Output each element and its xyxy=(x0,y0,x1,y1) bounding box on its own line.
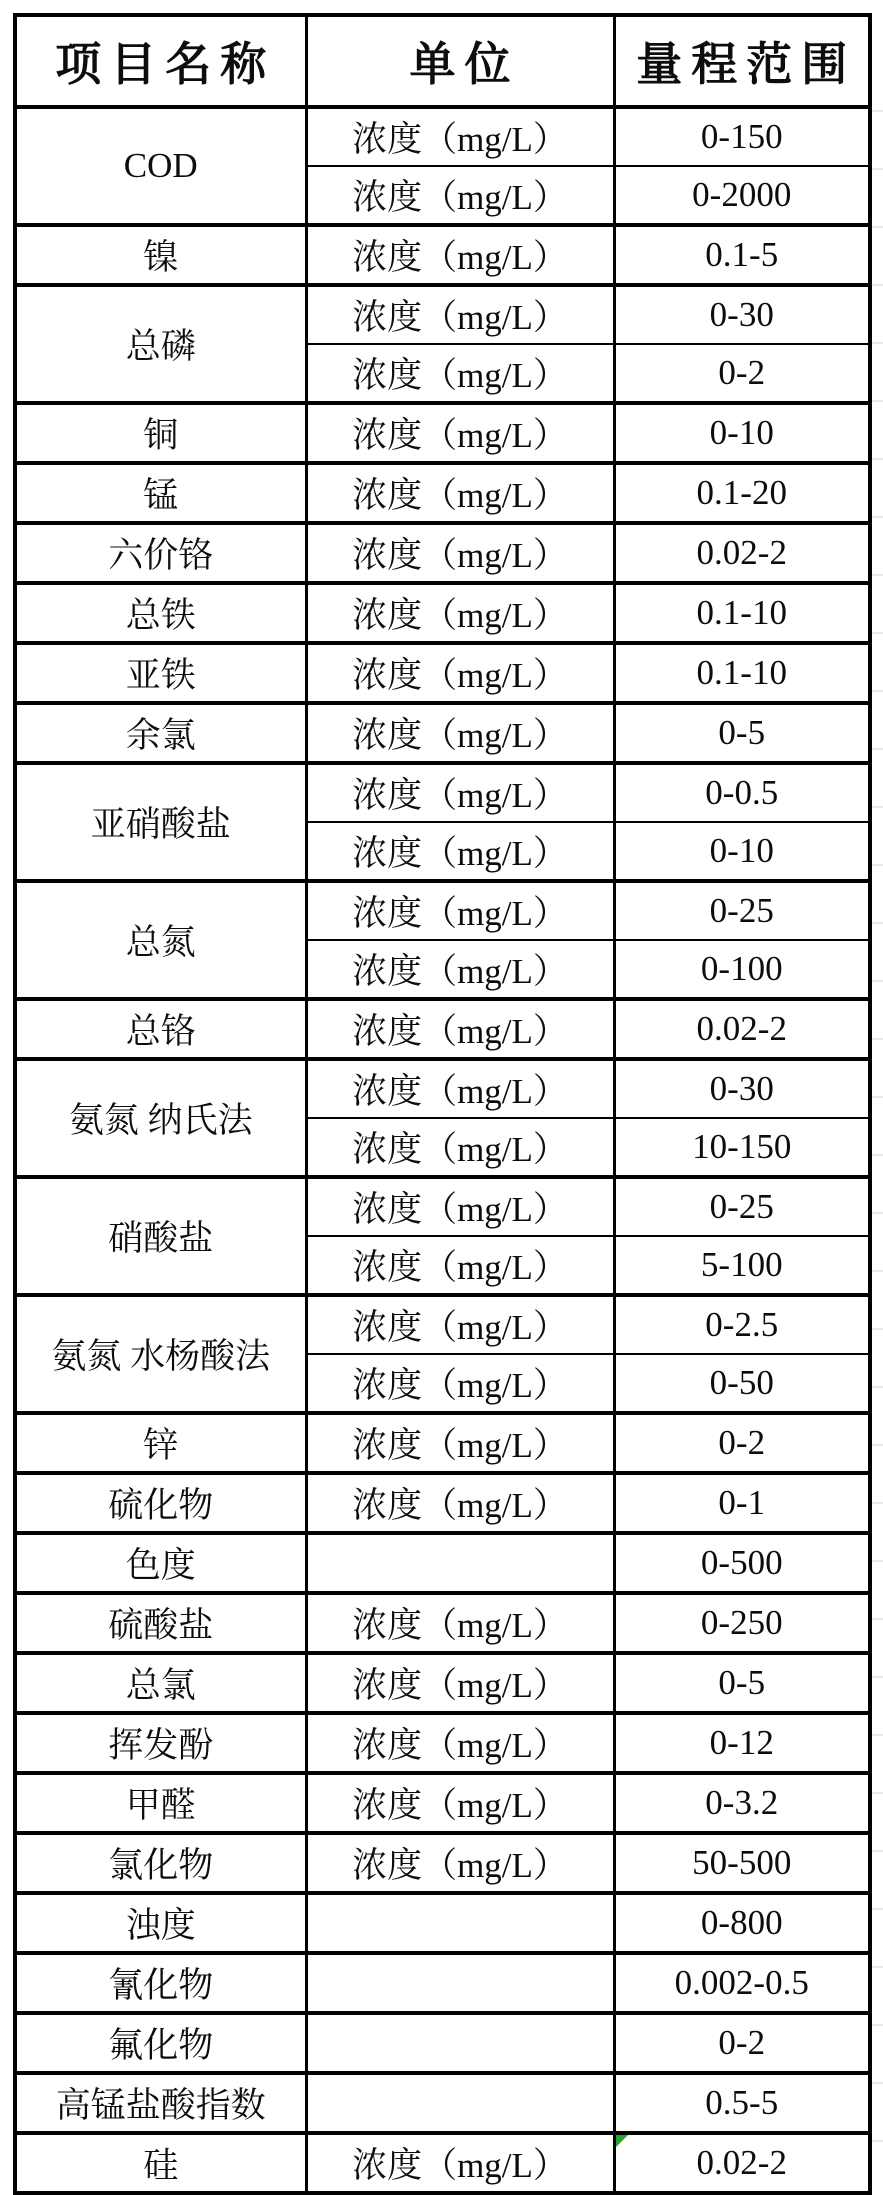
table-row xyxy=(15,2133,870,2193)
unit-cell[interactable]: 浓度（mg/L） xyxy=(306,225,614,285)
unit-cell[interactable]: 浓度（mg/L） xyxy=(306,1713,614,1773)
unit-cell[interactable]: 浓度（mg/L） xyxy=(306,403,614,463)
table-row xyxy=(15,463,870,523)
unit-cell[interactable]: 浓度（mg/L） xyxy=(306,1177,614,1236)
unit-cell[interactable]: 浓度（mg/L） xyxy=(306,583,614,643)
item-name-cell[interactable]: 氨氮 水杨酸法 xyxy=(15,1295,306,1413)
item-name-cell[interactable]: 硝酸盐 xyxy=(15,1177,306,1295)
parameters-table xyxy=(13,13,872,2195)
range-cell[interactable]: 50-500 xyxy=(614,1833,870,1893)
item-name-cell[interactable]: 氨氮 纳氏法 xyxy=(15,1059,306,1177)
range-cell[interactable]: 0-30 xyxy=(614,285,870,344)
item-name-cell[interactable]: 氟化物 xyxy=(15,2013,306,2073)
table-row xyxy=(15,1773,870,1833)
item-name-cell[interactable]: 甲醛 xyxy=(15,1773,306,1833)
item-name-cell[interactable]: 余氯 xyxy=(15,703,306,763)
range-cell[interactable]: 0-12 xyxy=(614,1713,870,1773)
table-body xyxy=(15,107,870,2193)
unit-cell[interactable]: 浓度（mg/L） xyxy=(306,1653,614,1713)
unit-cell[interactable]: 浓度（mg/L） xyxy=(306,344,614,403)
range-cell[interactable]: 0.5-5 xyxy=(614,2073,870,2133)
item-name-cell[interactable]: 高锰盐酸指数 xyxy=(15,2073,306,2133)
item-name-cell[interactable]: 浊度 xyxy=(15,1893,306,1953)
unit-cell[interactable]: 浓度（mg/L） xyxy=(306,1773,614,1833)
item-name-cell[interactable]: 六价铬 xyxy=(15,523,306,583)
range-cell[interactable]: 0.02-2 xyxy=(614,523,870,583)
item-name-cell[interactable]: COD xyxy=(15,107,306,225)
range-cell[interactable]: 0-800 xyxy=(614,1893,870,1953)
item-name-cell[interactable]: 锰 xyxy=(15,463,306,523)
range-cell[interactable]: 0-30 xyxy=(614,1059,870,1118)
range-cell[interactable]: 0.002-0.5 xyxy=(614,1953,870,2013)
header-cell-unit[interactable]: 单位 xyxy=(306,15,614,107)
header-cell-range[interactable]: 量程范围 xyxy=(614,15,870,107)
unit-cell[interactable]: 浓度（mg/L） xyxy=(306,523,614,583)
range-cell[interactable]: 0.02-2 xyxy=(614,999,870,1059)
range-cell[interactable]: 0-25 xyxy=(614,881,870,940)
unit-cell[interactable]: 浓度（mg/L） xyxy=(306,1833,614,1893)
table-row xyxy=(15,523,870,583)
unit-cell[interactable]: 浓度（mg/L） xyxy=(306,643,614,703)
range-cell[interactable]: 0-10 xyxy=(614,822,870,881)
unit-cell[interactable]: 浓度（mg/L） xyxy=(306,166,614,225)
unit-cell[interactable]: 浓度（mg/L） xyxy=(306,940,614,999)
item-name-cell[interactable]: 硫化物 xyxy=(15,1473,306,1533)
range-cell[interactable]: 0-25 xyxy=(614,1177,870,1236)
unit-cell[interactable]: 浓度（mg/L） xyxy=(306,1059,614,1118)
range-cell[interactable]: 0-2 xyxy=(614,1413,870,1473)
unit-cell[interactable]: 浓度（mg/L） xyxy=(306,1473,614,1533)
range-cell[interactable]: 0.1-10 xyxy=(614,643,870,703)
unit-cell[interactable]: 浓度（mg/L） xyxy=(306,1118,614,1177)
item-name-cell[interactable]: 总磷 xyxy=(15,285,306,403)
range-cell[interactable]: 0-0.5 xyxy=(614,763,870,822)
header-row xyxy=(15,15,870,107)
unit-cell[interactable]: 浓度（mg/L） xyxy=(306,1413,614,1473)
unit-cell[interactable]: 浓度（mg/L） xyxy=(306,881,614,940)
unit-cell[interactable] xyxy=(306,1533,614,1593)
table-row xyxy=(15,2013,870,2073)
range-cell[interactable]: 10-150 xyxy=(614,1118,870,1177)
range-cell[interactable]: 0-1 xyxy=(614,1473,870,1533)
cell-error-marker-icon xyxy=(616,2135,628,2147)
table-row xyxy=(15,1893,870,1953)
item-name-cell[interactable]: 镍 xyxy=(15,225,306,285)
spreadsheet-gridlines xyxy=(872,110,883,2142)
range-cell[interactable]: 0-2 xyxy=(614,2013,870,2073)
range-cell[interactable]: 0-2.5 xyxy=(614,1295,870,1354)
table-row xyxy=(15,643,870,703)
item-name-cell[interactable]: 亚铁 xyxy=(15,643,306,703)
unit-cell[interactable]: 浓度（mg/L） xyxy=(306,999,614,1059)
table-row xyxy=(15,583,870,643)
table-row xyxy=(15,403,870,463)
table-row xyxy=(15,1653,870,1713)
range-cell[interactable]: 0.1-10 xyxy=(614,583,870,643)
range-cell[interactable]: 5-100 xyxy=(614,1236,870,1295)
table-row xyxy=(15,107,870,166)
unit-cell[interactable]: 浓度（mg/L） xyxy=(306,2133,614,2193)
table-row xyxy=(15,2073,870,2133)
unit-cell[interactable]: 浓度（mg/L） xyxy=(306,107,614,166)
unit-cell[interactable]: 浓度（mg/L） xyxy=(306,1236,614,1295)
item-name-cell[interactable]: 色度 xyxy=(15,1533,306,1593)
table-row xyxy=(15,225,870,285)
unit-cell[interactable] xyxy=(306,2013,614,2073)
range-cell[interactable]: 0-150 xyxy=(614,107,870,166)
unit-cell[interactable]: 浓度（mg/L） xyxy=(306,1295,614,1354)
unit-cell[interactable] xyxy=(306,2073,614,2133)
unit-cell[interactable]: 浓度（mg/L） xyxy=(306,703,614,763)
unit-cell[interactable]: 浓度（mg/L） xyxy=(306,822,614,881)
table-row xyxy=(15,1295,870,1354)
unit-cell[interactable]: 浓度（mg/L） xyxy=(306,763,614,822)
table-row xyxy=(15,703,870,763)
range-cell[interactable]: 0.1-20 xyxy=(614,463,870,523)
item-name-cell[interactable]: 挥发酚 xyxy=(15,1713,306,1773)
table-row xyxy=(15,763,870,822)
range-cell[interactable]: 0-50 xyxy=(614,1354,870,1413)
range-cell[interactable]: 0-2 xyxy=(614,344,870,403)
item-name-cell[interactable]: 氯化物 xyxy=(15,1833,306,1893)
table-row xyxy=(15,1413,870,1473)
table-row xyxy=(15,999,870,1059)
range-cell[interactable]: 0.1-5 xyxy=(614,225,870,285)
unit-cell[interactable]: 浓度（mg/L） xyxy=(306,1593,614,1653)
range-cell[interactable]: 0-2000 xyxy=(614,166,870,225)
unit-cell[interactable] xyxy=(306,1893,614,1953)
item-name-cell[interactable]: 总氮 xyxy=(15,881,306,999)
item-name-cell[interactable]: 锌 xyxy=(15,1413,306,1473)
unit-cell[interactable]: 浓度（mg/L） xyxy=(306,285,614,344)
table-row xyxy=(15,1533,870,1593)
range-cell[interactable]: 0-5 xyxy=(614,1653,870,1713)
table-row xyxy=(15,1833,870,1893)
table-row xyxy=(15,1953,870,2013)
table-row xyxy=(15,1713,870,1773)
header-cell-item-name[interactable]: 项目名称 xyxy=(15,15,306,107)
item-name-cell[interactable]: 总铁 xyxy=(15,583,306,643)
range-cell[interactable]: 0-5 xyxy=(614,703,870,763)
unit-cell[interactable]: 浓度（mg/L） xyxy=(306,463,614,523)
item-name-cell[interactable]: 亚硝酸盐 xyxy=(15,763,306,881)
range-cell[interactable]: 0-250 xyxy=(614,1593,870,1653)
range-cell[interactable]: 0-500 xyxy=(614,1533,870,1593)
item-name-cell[interactable]: 铜 xyxy=(15,403,306,463)
item-name-cell[interactable]: 氰化物 xyxy=(15,1953,306,2013)
table-row xyxy=(15,1059,870,1118)
table-row xyxy=(15,1473,870,1533)
range-cell[interactable]: 0-3.2 xyxy=(614,1773,870,1833)
item-name-cell[interactable]: 硅 xyxy=(15,2133,306,2193)
item-name-cell[interactable]: 硫酸盐 xyxy=(15,1593,306,1653)
range-cell[interactable]: 0-10 xyxy=(614,403,870,463)
item-name-cell[interactable]: 总氯 xyxy=(15,1653,306,1713)
unit-cell[interactable] xyxy=(306,1953,614,2013)
table-row xyxy=(15,1593,870,1653)
item-name-cell[interactable]: 总铬 xyxy=(15,999,306,1059)
table-row xyxy=(15,285,870,344)
range-cell[interactable]: 0.02-2 xyxy=(614,2133,870,2193)
table-row xyxy=(15,1177,870,1236)
table-row xyxy=(15,881,870,940)
range-cell[interactable]: 0-100 xyxy=(614,940,870,999)
unit-cell[interactable]: 浓度（mg/L） xyxy=(306,1354,614,1413)
